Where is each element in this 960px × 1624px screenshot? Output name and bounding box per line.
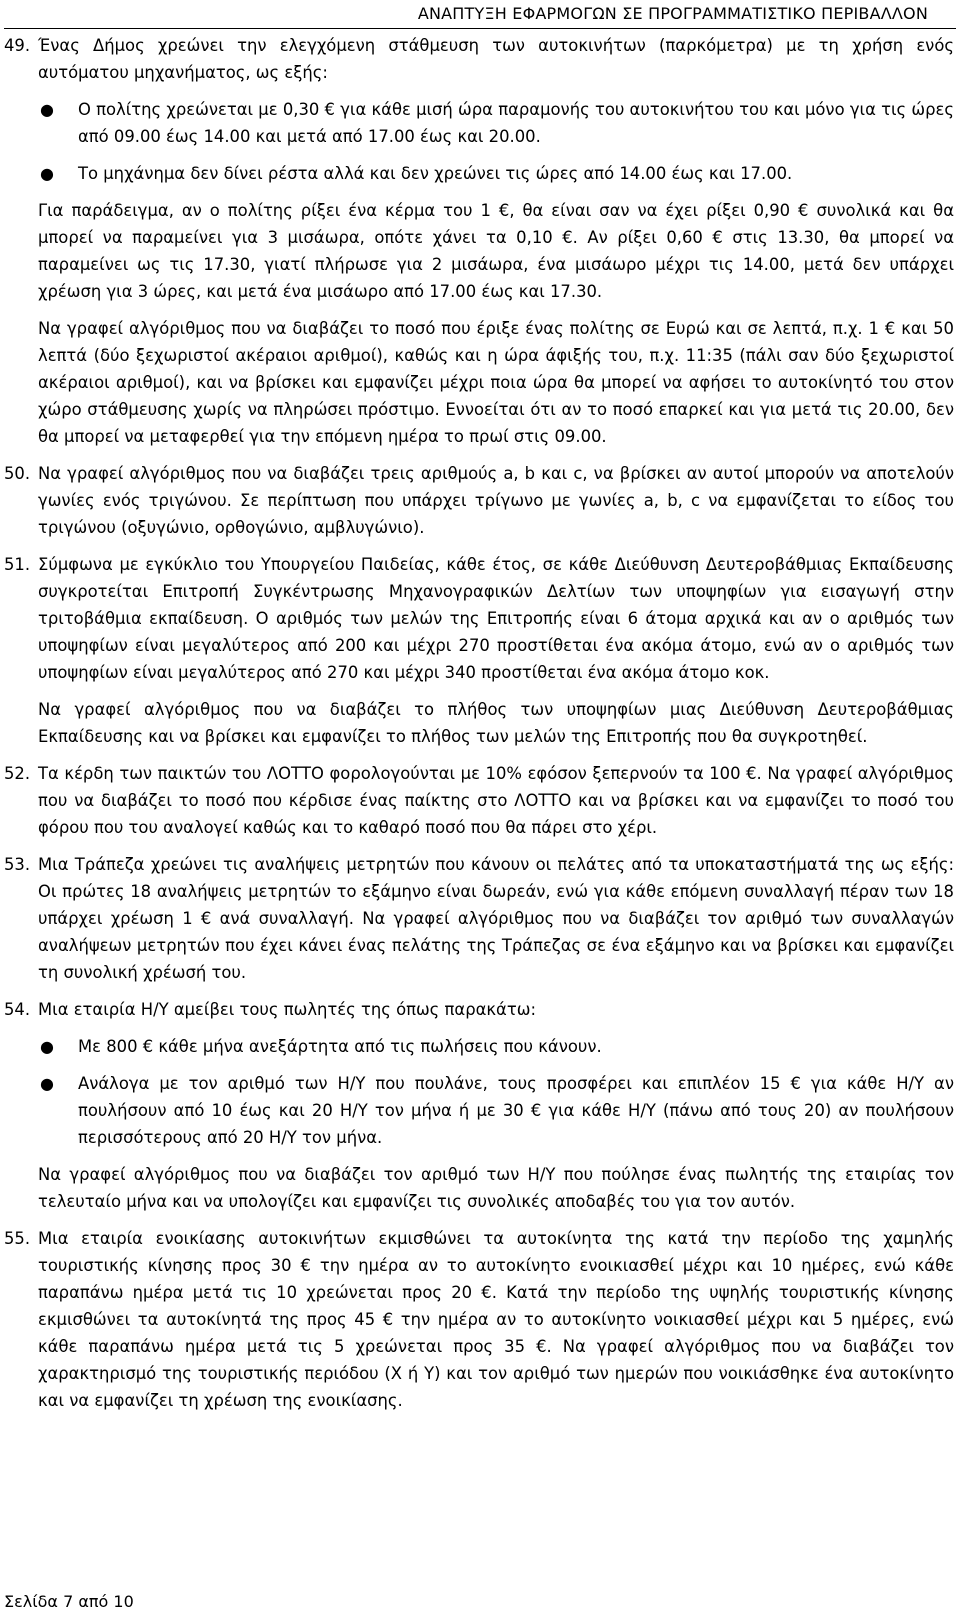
exercise-text: Μια Τράπεζα χρεώνει τις αναλήψεις μετρητών που κάνουν οι πελάτες από τα υποκαταστήματά της ως εξής: Οι πρώτες 18 αναλήψεις μετρητών το εξάμηνο είναι δωρεάν, ενώ για κάθε επόμενη συναλλαγή πέραν των 18 υπάρχει χρέωση 1 € ανά συναλλαγή. Να γραφεί αλγόριθμος που να διαβάζει τον αριθμό των συναλλαγών αναλήψεων μετρητών που έχει κάνει ένας πελάτης της Τράπεζας σε ένα εξάμηνο και να βρίσκει και εμφανίζει τη συνολική χρέωσή του. [38,855,954,982]
exercise-paragraph: Να γραφεί αλγόριθμος που να διαβάζει το ποσό που έριξε ένας πολίτης σε Ευρώ και σε λεπτά, π.χ. 1 € και 50 λεπτά (δύο ξεχωριστοί ακέραιοι αριθμοί), καθώς και η ώρα άφιξής του, π.χ. 11:35 (πάλι σαν δύο ξεχωριστοί ακέραιοι αριθμοί), και να βρίσκει και εμφανίζει μέχρι ποια ώρα θα μπορεί να αφήσει το αυτοκίνητό του στον χώρο στάθμευσης χωρίς να πληρώσει πρόστιμο. Εννοείται ότι αν το ποσό επαρκεί και για μετά τις 20.00, δεν θα μπορεί να μεταφερθεί για την επόμενη ημέρα το πρωί στις 09.00. [38,319,954,446]
exercise-text: Να γραφεί αλγόριθμος που να διαβάζει τρεις αριθμούς a, b και c, να βρίσκει αν αυτοί μπορούν να αποτελούν γωνίες ενός τριγώνου. Σε περίπτωση που υπάρχει τρίγωνο με γωνίες a, b, c να εμφανίζεται το είδος του τριγώνου (οξυγώνιο, ορθογώνιο, αμβλυγώνιο). [38,464,954,537]
exercise-49 [4,32,954,86]
list-item [38,160,954,187]
bullet-icon: ● [40,100,54,119]
exercise-text: Μια εταιρία ενοικίασης αυτοκινήτων εκμισθώνει τα αυτοκίνητα της κατά την περίοδο της χαμηλής τουριστικής κίνησης προς 30 € την ημέρα αν το αυτοκίνητο ενοικιασθεί μέχρι και 10 ημέρες, ενώ κάθε παραπάνω ημέρα μετά τις 10 χρεώνεται προς 20 €. Κατά την περίοδο της υψηλής τουριστικής κίνησης εκμισθώνει τα αυτοκίνητά της προς 45 € την ημέρα αν το αυτοκίνητο νοικιασθεί μέχρι και 5 ημέρες, ενώ κάθε παραπάνω ημέρα μετά τις 5 χρεώνεται προς 35 €. Να γραφεί αλγόριθμος που να διαβάζει τον χαρακτηρισμό της τουριστικής περιόδου (Χ ή Υ) και τον αριθμό των ημερών που νοικιάσθηκε ένα αυτοκίνητο και να εμφανίζει τη χρέωση της ενοικίασης. [38,1229,954,1410]
exercise-number: 53. [4,855,31,874]
page-header-title: ΑΝΑΠΤΥΞΗ ΕΦΑΡΜΟΓΩΝ ΣΕ ΠΡΟΓΡΑΜΜΑΤΙΣΤΙΚΟ ΠΕΡΙΒΑΛΛΟΝ [417,4,928,23]
header-divider [4,28,956,29]
bullet-icon: ● [40,164,54,183]
exercise-number: 50. [4,464,31,483]
exercise-number: 51. [4,555,31,574]
exercise-53 [4,851,954,986]
exercise-intro: Μια εταιρία Η/Υ αμείβει τους πωλητές της όπως παρακάτω: [38,1000,536,1019]
exercise-text: Τα κέρδη των παικτών του ΛΟΤΤΟ φορολογούνται με 10% εφόσον ξεπερνούν τα 100 €. Να γραφεί αλγόριθμος που να διαβάζει το ποσό που κέρδισε ένας παίκτης στο ΛΟΤΤΟ και να βρίσκει και να εμφανίζει το ποσό του φόρου που του αναλογεί καθώς και το καθαρό ποσό που θα πάρει στο χέρι. [38,764,954,837]
exercise-50 [4,460,954,541]
list-item-text: Ανάλογα με τον αριθμό των Η/Υ που πουλάνε, τους προσφέρει και επιπλέον 15 € για κάθε Η/Υ αν πουλήσουν από 10 έως και 20 Η/Υ τον μήνα ή με 30 € για κάθε Η/Υ (πάνω από τους 20) αν πουλήσουν περισσότερους από 20 Η/Υ τον μήνα. [78,1074,954,1147]
exercise-intro: Ένας Δήμος χρεώνει την ελεγχόμενη στάθμευση των αυτοκινήτων (παρκόμετρα) με τη χρήση ενός αυτόματου μηχανήματος, ως εξής: [38,36,954,82]
document-body [4,32,954,1414]
list-item [38,1033,954,1060]
list-item-text: Με 800 € κάθε μήνα ανεξάρτητα από τις πωλήσεις που κάνουν. [78,1037,602,1056]
exercise-paragraph: Να γραφεί αλγόριθμος που να διαβάζει το πλήθος των υποψηφίων μιας Διεύθυνση Δευτεροβάθμιας Εκπαίδευσης και να βρίσκει και εμφανίζει το πλήθος των μελών της Επιτροπής που θα συγκροτηθεί. [38,700,954,746]
bullet-icon: ● [40,1074,54,1093]
bullet-icon: ● [40,1037,54,1056]
exercise-51 [4,551,954,750]
exercise-49-bullets [4,96,954,450]
exercise-55 [4,1225,954,1414]
exercise-number: 55. [4,1229,31,1248]
exercise-52 [4,760,954,841]
exercise-number: 49. [4,36,31,55]
exercise-paragraph: Για παράδειγμα, αν ο πολίτης ρίξει ένα κέρμα του 1 €, θα είναι σαν να έχει ρίξει 0,90 € συνολικά και θα μπορεί να παραμείνει για 3 μισάωρα, οπότε χάνει τα 0,10 €. Αν ρίξει 0,60 € στις 13.30, θα μπορεί να παραμείνει ως τις 17.30, γιατί πλήρωσε για 2 μισάωρα, ένα μισάωρο μέχρι τις 14.00, μετά δεν υπάρχει χρέωση για 3 ώρες, και μετά ένα μισάωρο από 17.00 έως και 17.30. [38,201,954,301]
page-number: Σελίδα 7 από 10 [4,1592,134,1611]
exercise-54 [4,996,954,1215]
list-item-text: Ο πολίτης χρεώνεται με 0,30 € για κάθε μισή ώρα παραμονής του αυτοκινήτου του και μόνο για τις ώρες από 09.00 έως 14.00 και μετά από 17.00 έως και 20.00. [78,100,954,146]
exercise-number: 54. [4,1000,31,1019]
exercise-text: Σύμφωνα με εγκύκλιο του Υπουργείου Παιδείας, κάθε έτος, σε κάθε Διεύθυνση Δευτεροβάθμιας Εκπαίδευσης συγκροτείται Επιτροπή Συγκέντρωσης Μηχανογραφικών Δελτίων των υποψηφίων για εισαγωγή στην τριτοβάθμια εκπαίδευση. Ο αριθμός των μελών της Επιτροπής είναι 6 άτομα αρχικά και αν ο αριθμός των υποψηφίων είναι μεγαλύτερος από 200 και μέχρι 270 προστίθεται ένα ακόμα άτομο, ενώ αν ο αριθμός των υποψηφίων είναι μεγαλύτερος από 270 και μέχρι 340 προστίθεται ένα ακόμα άτομο κοκ. [38,555,954,682]
exercise-number: 52. [4,764,31,783]
list-item [38,96,954,150]
list-item-text: Το μηχάνημα δεν δίνει ρέστα αλλά και δεν χρεώνει τις ώρες από 14.00 έως και 17.00. [78,164,793,183]
list-item [38,1070,954,1151]
exercise-paragraph: Να γραφεί αλγόριθμος που να διαβάζει τον αριθμό των Η/Υ που πούλησε ένας πωλητής της εταιρίας τον τελευταίο μήνα και να υπολογίζει και εμφανίζει τις συνολικές αποδαβές του για τον αυτόν. [38,1165,954,1211]
